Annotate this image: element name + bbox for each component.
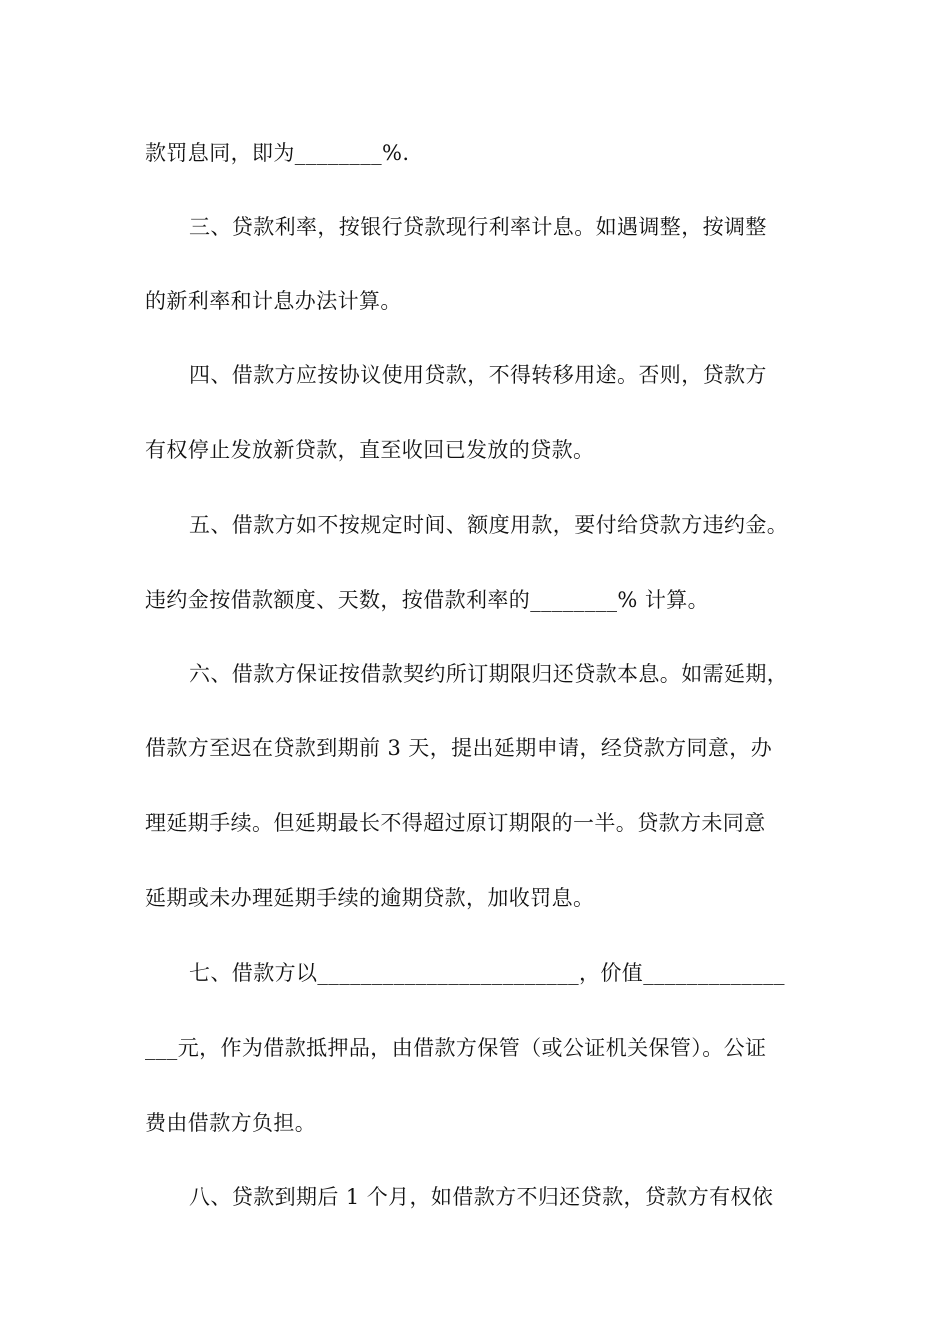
clause-4-line-2: 有权停止发放新贷款，直至收回已发放的贷款。: [145, 438, 595, 462]
clause-6-line-3: 理延期手续。但延期最长不得超过原订期限的一半。贷款方未同意: [145, 811, 766, 835]
paragraph-2-line-2: 款罚息同，即为________%.: [145, 141, 410, 165]
clause-4-line-1: 四、借款方应按协议使用贷款，不得转移用途。否则，贷款方: [189, 363, 767, 387]
clause-6-line-2: 借款方至迟在贷款到期前 3 天，提出延期申请，经贷款方同意，办: [145, 736, 773, 760]
clause-7-line-1: 七、借款方以________________________，价值_____________: [189, 961, 785, 985]
clause-8-line-1: 八、贷款到期后 1 个月，如借款方不归还贷款，贷款方有权依: [189, 1185, 774, 1209]
clause-6-line-1: 六、借款方保证按借款契约所订期限归还贷款本息。如需延期，: [189, 662, 789, 686]
clause-5-line-2: 违约金按借款额度、天数，按借款利率的________% 计算。: [145, 588, 710, 612]
clause-3-line-2: 的新利率和计息办法计算。: [145, 289, 402, 313]
clause-7-line-3: 费由借款方负担。: [145, 1111, 317, 1135]
clause-3-line-1: 三、贷款利率，按银行贷款现行利率计息。如遇调整，按调整: [189, 215, 767, 239]
clause-6-line-4: 延期或未办理延期手续的逾期贷款，加收罚息。: [145, 886, 595, 910]
clause-5-line-1: 五、借款方如不按规定时间、额度用款，要付给贷款方违约金。: [189, 513, 789, 537]
clause-7-line-2: ___元，作为借款抵押品，由借款方保管（或公证机关保管）。公证: [145, 1036, 767, 1060]
